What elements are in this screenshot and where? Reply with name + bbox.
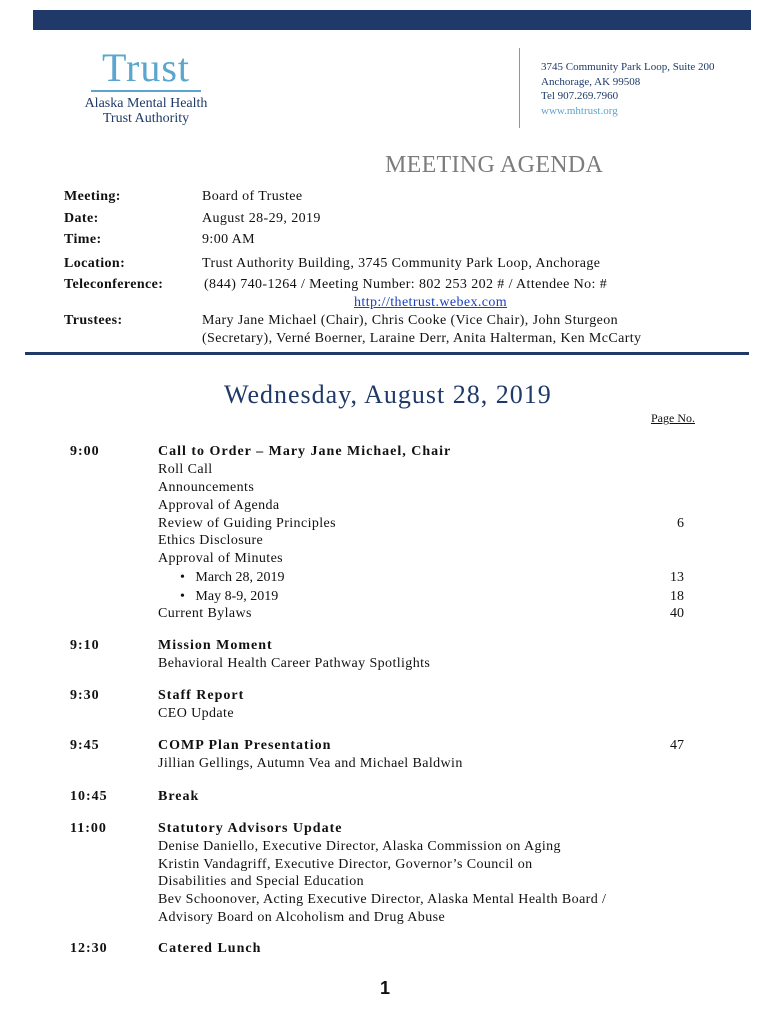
item-title: Staff Report <box>158 688 245 703</box>
item-time: 10:45 <box>70 789 108 804</box>
item-title: Call to Order – Mary Jane Michael, Chair <box>158 444 452 459</box>
item-line: Ethics Disclosure <box>158 533 264 548</box>
item-title: Mission Moment <box>158 638 273 653</box>
bullet-item <box>180 588 278 606</box>
logo-wordmark: Trust <box>101 45 191 90</box>
item-time: 9:00 <box>70 444 100 459</box>
item-line: Approval of Minutes <box>158 551 284 566</box>
item-line: CEO Update <box>158 706 234 721</box>
website-link[interactable]: www.mhtrust.org <box>541 104 618 117</box>
item-line: Roll Call <box>158 462 213 477</box>
webex-link[interactable]: http://thetrust.webex.com <box>354 295 508 310</box>
webex-row <box>354 294 507 312</box>
item-time: 9:45 <box>70 738 100 753</box>
item-title: Break <box>158 789 200 804</box>
trustees-line-1: Mary Jane Michael (Chair), Chris Cooke (Vice Chair), John Sturgeon <box>202 313 619 328</box>
header-bar <box>33 10 751 30</box>
trust-logo <box>66 45 226 126</box>
time-label: Time: <box>64 232 102 247</box>
teleconference-label: Teleconference: <box>64 277 164 292</box>
item-line: Behavioral Health Career Pathway Spotlights <box>158 656 431 671</box>
bullet-icon: • <box>180 570 185 585</box>
section-divider <box>25 352 749 355</box>
item-time: 12:30 <box>70 941 108 956</box>
item-line: Current Bylaws <box>158 606 252 621</box>
item-time: 11:00 <box>70 821 107 836</box>
time-value: 9:00 AM <box>202 232 255 247</box>
address-line-1: 3745 Community Park Loop, Suite 200 <box>541 61 715 73</box>
location-label: Location: <box>64 256 126 271</box>
address-line-2: Anchorage, AK 99508 <box>541 75 641 88</box>
page-number: 13 <box>670 570 684 585</box>
page-number: 47 <box>670 738 684 753</box>
item-line: Disabilities and Special Education <box>158 874 365 889</box>
trustees-label: Trustees: <box>64 313 123 328</box>
header-divider <box>519 48 520 128</box>
logo-line-1: Alaska Mental Health <box>84 96 208 111</box>
page-footer-number: 1 <box>379 978 390 998</box>
teleconference-value: (844) 740-1264 / Meeting Number: 802 253 202 # / Attendee No: # <box>204 277 608 292</box>
date-value: August 28-29, 2019 <box>202 211 321 226</box>
bullet-icon: • <box>180 589 185 604</box>
telephone: Tel 907.269.7960 <box>541 90 619 102</box>
item-line: Denise Daniello, Executive Director, Alaska Commission on Aging <box>158 839 561 854</box>
trustees-line-2: (Secretary), Verné Boerner, Laraine Derr, Anita Halterman, Ken McCarty <box>202 331 642 346</box>
date-label: Date: <box>64 211 99 226</box>
logo-line-2: Trust Authority <box>102 111 190 126</box>
contact-block <box>541 60 715 118</box>
item-line: Advisory Board on Alcoholism and Drug Abuse <box>158 910 446 925</box>
day-title: Wednesday, August 28, 2019 <box>224 380 552 409</box>
page-number: 40 <box>670 606 684 621</box>
page-no-header: Page No. <box>651 411 695 425</box>
item-line: Bev Schoonover, Acting Executive Director, Alaska Mental Health Board / <box>158 892 607 907</box>
item-line: Jillian Gellings, Autumn Vea and Michael Baldwin <box>158 756 463 771</box>
page-number: 18 <box>670 589 684 604</box>
meeting-label: Meeting: <box>64 189 121 204</box>
item-title: Catered Lunch <box>158 941 262 956</box>
meeting-value: Board of Trustee <box>202 189 303 204</box>
item-time: 9:30 <box>70 688 100 703</box>
bullet-text: May 8-9, 2019 <box>195 589 279 604</box>
item-title: Statutory Advisors Update <box>158 821 343 836</box>
bullet-text: March 28, 2019 <box>195 570 285 585</box>
page-number: 6 <box>677 516 684 531</box>
item-line: Announcements <box>158 480 255 495</box>
item-line: Approval of Agenda <box>158 498 280 513</box>
item-line: Kristin Vandagriff, Executive Director, Governor’s Council on <box>158 857 533 872</box>
location-value: Trust Authority Building, 3745 Community Park Loop, Anchorage <box>202 256 601 271</box>
agenda-title: MEETING AGENDA <box>385 152 604 178</box>
item-title: COMP Plan Presentation <box>158 738 332 753</box>
item-time: 9:10 <box>70 638 100 653</box>
logo-rule <box>91 90 201 92</box>
item-line: Review of Guiding Principles <box>158 516 337 531</box>
bullet-item <box>180 569 284 587</box>
